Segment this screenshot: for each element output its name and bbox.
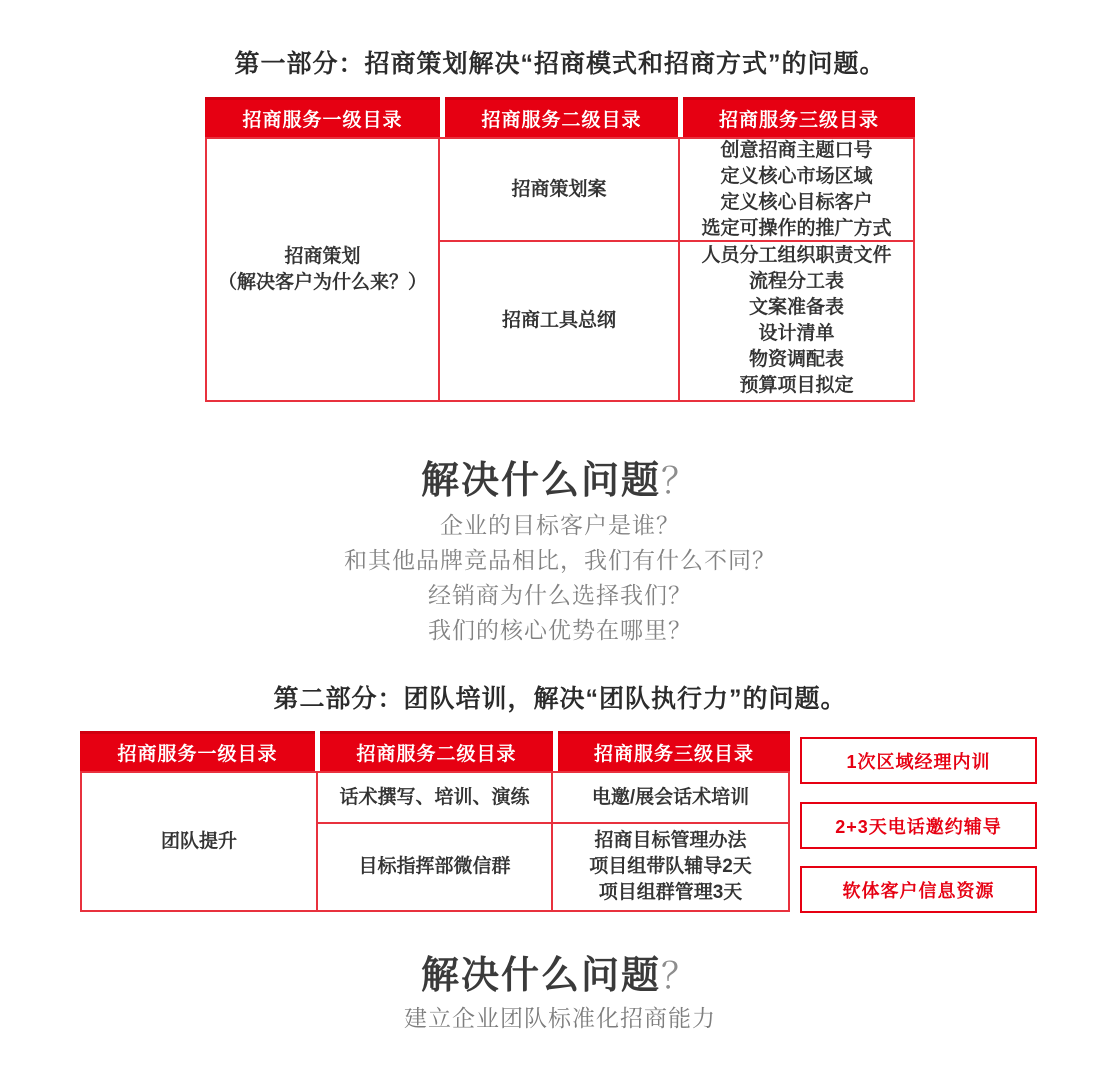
section1-title: 第一部分：招商策划解决“招商模式和招商方式”的问题。: [234, 50, 886, 78]
side-box-customer-info: 软体客户信息资源: [800, 866, 1037, 913]
side-box-internal-training: 1次区域经理内训: [800, 737, 1037, 784]
level1-name: 招商策划: [284, 245, 361, 267]
level3-item: 物资调配表: [748, 349, 844, 370]
section1-question-heading: [0, 449, 1120, 504]
level3-item: 文案准备表: [748, 297, 844, 318]
section1-row2-level2-cell: 招商工具总纲: [440, 242, 680, 400]
question-line: 我们的核心优势在哪里？: [428, 617, 692, 643]
level3-item: 项目组群管理3天: [598, 882, 743, 903]
section2-question-heading: [0, 944, 1120, 999]
level3-item: 项目组带队辅导2天: [589, 856, 752, 877]
section1-row2-level3-cell: [680, 242, 913, 400]
level3-item: 招商目标管理办法: [594, 830, 747, 851]
section2-header-level3: 招商服务三级目录: [558, 731, 790, 771]
level3-item: 设计清单: [758, 323, 835, 344]
question-heading-text: 解决什么问题: [420, 460, 661, 502]
section2-table-body: [80, 771, 790, 912]
question-heading-text: 解决什么问题: [420, 955, 661, 997]
level3-item: 定义核心市场区域: [720, 165, 873, 187]
section1-header-level2: 招商服务二级目录: [445, 97, 678, 137]
level1-note: （解决客户为什么来？）: [217, 271, 427, 293]
question-line: 经销商为什么选择我们？: [428, 582, 692, 608]
level3-item: 人员分工组织职责文件: [701, 245, 892, 266]
level3-item: 定义核心目标客户: [720, 191, 873, 213]
level3-item: 流程分工表: [748, 271, 844, 292]
section1-row1-level2-cell: 招商策划案: [440, 139, 680, 242]
section2-row2-level2-cell: 目标指挥部微信群: [318, 824, 553, 910]
level3-item: 创意招商主题口号: [720, 139, 873, 161]
question-line: 企业的目标客户是谁？: [440, 512, 680, 538]
section1-row1-level3-cell: [680, 139, 913, 242]
question-mark: ？: [661, 956, 700, 996]
section1-table-header-row: [205, 97, 915, 137]
section2-row1-level2-cell: 话术撰写、培训、演练: [318, 773, 553, 824]
section1-header-level3: 招商服务三级目录: [683, 97, 915, 137]
level3-item: 选定可操作的推广方式: [701, 217, 892, 239]
section2-table-header-row: [80, 731, 790, 771]
section2-table: [80, 731, 790, 912]
section2-answer: 建立企业团队标准化招商能力: [404, 1005, 716, 1031]
section2-row2-level3-cell: [553, 824, 788, 910]
side-box-phone-coaching: 2+3天电话邀约辅导: [800, 802, 1037, 849]
level3-item: 预算项目拟定: [739, 375, 854, 396]
question-line: 和其他品牌竞品相比，我们有什么不同？: [344, 547, 776, 573]
section2-header-level1: 招商服务一级目录: [80, 731, 315, 771]
section1-level1-cell: [207, 139, 440, 400]
question-mark: ？: [661, 461, 700, 501]
section1-table: [205, 97, 915, 402]
section2-level1-cell: 团队提升: [82, 773, 318, 910]
section2-title: 第二部分：团队培训，解决“团队执行力”的问题。: [273, 685, 847, 713]
section1-question-list: [0, 508, 1120, 648]
section1-header-level1: 招商服务一级目录: [205, 97, 440, 137]
section1-table-body: [205, 137, 915, 402]
section2-row1-level3-cell: 电邀/展会话术培训: [553, 773, 788, 824]
section2-header-level2: 招商服务二级目录: [320, 731, 553, 771]
